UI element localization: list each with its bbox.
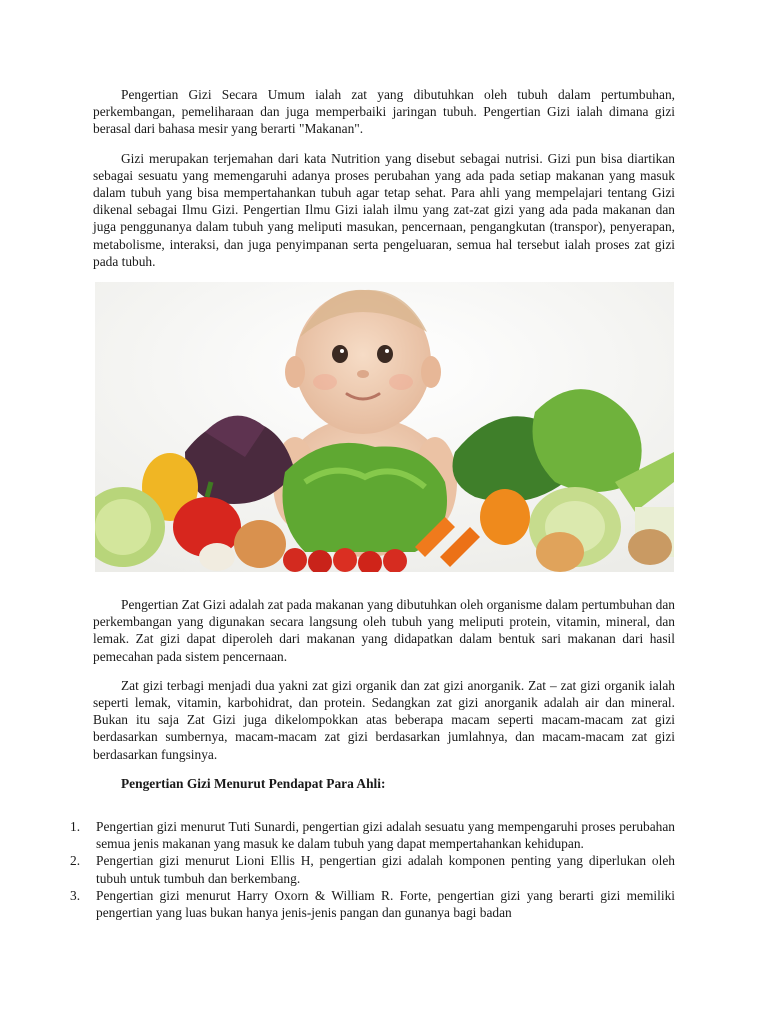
list-item [70,818,675,852]
paragraph-zat-gizi-organik: Zat gizi terbagi menjadi dua yakni zat gizi organik dan zat gizi anorganik. Zat – zat gizi organik ialah seperti lemak, vitamin, karbohidrat, dan protein. Sedangkan zat gizi anorganik adalah air dan mineral. Bukan itu saja Zat Gizi juga dikelompokkan atas beberapa macam seperti macam-macam zat gizi berdasarkan sumbernya, macam-macam zat gizi berdasarkan jumlahnya, dan macam-macam zat gizi berdasarkan fungsinya. [93,677,675,762]
list-number: 3. [70,887,81,903]
expert-definitions-list [70,818,675,921]
list-item-text: Pengertian gizi menurut Lioni Ellis H, pengertian gizi adalah komponen penting yang diperlukan oleh tubuh untuk tumbuh dan berkembang. [96,853,675,886]
baby-vegetables-photo [95,282,674,572]
document-page [93,86,675,806]
list-item-text: Pengertian gizi menurut Tuti Sunardi, pengertian gizi adalah sesuatu yang mempengaruhi proses perubahan semua jenis makanan yang masuk ke dalam tubuh yang dapat mempertahankan kehidupan. [96,819,675,852]
paragraph-gizi-nutrition: Gizi merupakan terjemahan dari kata Nutrition yang disebut sebagai nutrisi. Gizi pun bisa diartikan sebagai sesuatu yang memengaruhi adanya proses perubahan yang ada pada setiap makanan yang masuk dalam tubuh yang bisa mempertahankan tubuh agar tetap sehat. Para ahli yang mempelajari tentang Gizi dikenal sebagai Ilmu Gizi. Pengertian Ilmu Gizi ialah ilmu yang zat-zat gizi yang ada pada makanan dan juga penggunanya dalam tubuh yang meliputi masukan, pencernaan, pengangkutan (transpor), penyerapan, metabolisme, interaksi, dan juga penyimpanan serta pengeluaran, semua hal tersebut ialah proses zat gizi pada tubuh. [93,150,675,269]
paragraph-gizi-umum: Pengertian Gizi Secara Umum ialah zat yang dibutuhkan oleh tubuh dalam pertumbuhan, perkembangan, pemeliharaan dan juga memperbaiki jaringan tubuh. Pengertian Gizi ialah dimana gizi berasal dari bahasa mesir yang berarti "Makanan". [93,87,675,137]
section-heading: Pengertian Gizi Menurut Pendapat Para Ahli: [121,775,386,791]
list-item-text: Pengertian gizi menurut Harry Oxorn & William R. Forte, pengertian gizi yang berarti gizi memiliki pengertian yang luas bukan hanya jenis-jenis pangan dan gunanya bagi badan [96,887,675,921]
list-item [70,887,675,921]
list-number: 2. [70,853,81,869]
paragraph-zat-gizi: Pengertian Zat Gizi adalah zat pada makanan yang dibutuhkan oleh organisme dalam pertumbuhan dan perkembangan yang digunakan secara langsung oleh tubuh yang meliputi protein, vitamin, mineral, dan lemak. Zat gizi dapat diperoleh dari makanan yang didapatkan dalam bentuk sari makanan dari hasil pemecahan pada sistem pencernaan. [93,597,675,664]
list-item [70,852,675,886]
list-number: 1. [70,819,81,834]
